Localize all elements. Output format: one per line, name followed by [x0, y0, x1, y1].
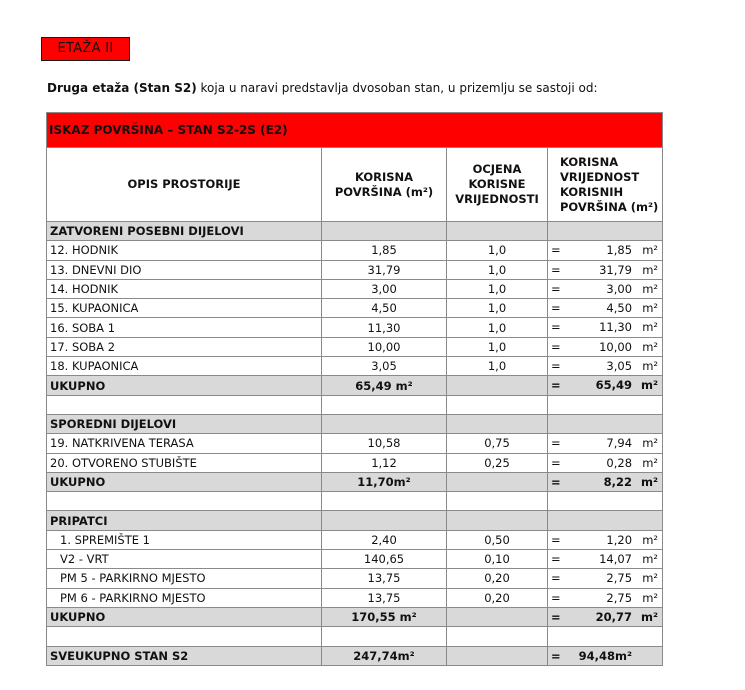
header-description: OPIS PROSTORIJE	[47, 148, 322, 222]
header-usable-area: KORISNA POVRŠINA (m²)	[322, 148, 447, 222]
room-area: 11,30	[322, 318, 447, 337]
room-area: 31,79	[322, 260, 447, 279]
table-row	[47, 357, 663, 376]
section-empty-cell	[447, 222, 548, 241]
subtotal-row	[47, 472, 663, 491]
room-coefficient: 0,10	[447, 550, 548, 569]
room-coefficient: 0,75	[447, 434, 548, 453]
subtotal-label: UKUPNO	[47, 376, 322, 395]
subtotal-area: 11,70m²	[322, 472, 447, 491]
room-area: 13,75	[322, 569, 447, 588]
value-number: 3,05	[606, 359, 633, 374]
value-cell	[548, 376, 663, 395]
equals-sign: =	[551, 320, 561, 335]
room-area: 10,00	[322, 337, 447, 356]
equals-sign: =	[551, 301, 561, 316]
value-number: 1,85	[606, 243, 633, 258]
room-coefficient: 1,0	[447, 241, 548, 260]
blank-row	[47, 492, 663, 511]
unit-label: m²	[642, 301, 659, 316]
table-row	[47, 318, 663, 337]
subtotal-empty	[447, 607, 548, 626]
room-name: 13. DNEVNI DIO	[47, 260, 322, 279]
equals-sign: =	[551, 455, 561, 470]
room-name: 17. SOBA 2	[47, 337, 322, 356]
section-empty-cell	[322, 511, 447, 530]
unit-label: m²	[642, 532, 659, 547]
unit-label: m²	[642, 281, 659, 296]
room-coefficient: 1,0	[447, 318, 548, 337]
room-area: 10,58	[322, 434, 447, 453]
value-number: 2,75	[606, 571, 633, 586]
room-coefficient: 1,0	[447, 279, 548, 298]
unit-label: m²	[642, 320, 659, 335]
room-name: V2 - VRT	[47, 550, 322, 569]
equals-sign: =	[551, 552, 561, 567]
equals-sign: =	[551, 609, 561, 624]
value-number: 10,00	[599, 339, 633, 354]
unit-label: m²	[642, 455, 659, 470]
unit-label: m²	[642, 359, 659, 374]
room-name: PM 5 - PARKIRNO MJESTO	[47, 569, 322, 588]
table-title: ISKAZ POVRŠINA – STAN S2-2S (E2)	[47, 113, 663, 148]
blank-cell	[322, 492, 447, 511]
table-row	[47, 434, 663, 453]
equals-sign: =	[551, 359, 561, 374]
value-number: 4,50	[606, 301, 633, 316]
equals-sign: =	[551, 590, 561, 605]
equals-sign: =	[551, 339, 561, 354]
table-row	[47, 299, 663, 318]
room-name: 12. HODNIK	[47, 241, 322, 260]
subtotal-label: UKUPNO	[47, 607, 322, 626]
room-coefficient: 1,0	[447, 357, 548, 376]
unit-label: m²	[642, 436, 659, 451]
subtotal-area: 170,55 m²	[322, 607, 447, 626]
section-empty-cell	[447, 414, 548, 433]
blank-cell	[322, 395, 447, 414]
section-title: ZATVORENI POSEBNI DIJELOVI	[47, 222, 322, 241]
section-header-row	[47, 222, 663, 241]
header-usable-value: KORISNA VRIJEDNOST KORISNIH POVRŠINA (m²)	[548, 148, 663, 222]
intro-bold: Druga etaža (Stan S2)	[47, 81, 197, 95]
blank-cell	[447, 395, 548, 414]
value-number: 2,75	[606, 590, 633, 605]
table-row	[47, 569, 663, 588]
value-cell	[548, 588, 663, 607]
room-area: 140,65	[322, 550, 447, 569]
blank-cell	[447, 492, 548, 511]
unit-label: m²	[642, 339, 659, 354]
table-row	[47, 530, 663, 549]
value-cell	[548, 279, 663, 298]
room-coefficient: 1,0	[447, 337, 548, 356]
table-row	[47, 588, 663, 607]
unit-label: m²	[642, 243, 659, 258]
room-area: 3,05	[322, 357, 447, 376]
section-empty-cell	[548, 222, 663, 241]
grand-total-row	[47, 646, 663, 665]
room-name: 20. OTVORENO STUBIŠTE	[47, 453, 322, 472]
room-area: 3,00	[322, 279, 447, 298]
grand-total-area: 247,74m²	[322, 646, 447, 665]
subtotal-row	[47, 376, 663, 395]
subtotal-empty	[447, 472, 548, 491]
equals-sign: =	[551, 474, 561, 489]
room-coefficient: 0,50	[447, 530, 548, 549]
value-cell	[548, 472, 663, 491]
room-name: 16. SOBA 1	[47, 318, 322, 337]
value-number: 31,79	[599, 262, 633, 277]
unit-label: m²	[640, 609, 659, 624]
section-empty-cell	[322, 414, 447, 433]
subtotal-label: UKUPNO	[47, 472, 322, 491]
room-name: 14. HODNIK	[47, 279, 322, 298]
area-table-body	[47, 113, 663, 666]
intro-text	[47, 81, 598, 95]
unit-label: m²	[642, 590, 659, 605]
unit-label: m²	[640, 474, 659, 489]
grand-total-label: SVEUKUPNO STAN S2	[47, 646, 322, 665]
equals-sign: =	[551, 436, 561, 451]
table-row	[47, 279, 663, 298]
blank-cell	[447, 627, 548, 646]
section-header-row	[47, 414, 663, 433]
table-title-row	[47, 113, 663, 148]
blank-cell	[47, 492, 322, 511]
value-cell	[548, 241, 663, 260]
blank-cell	[548, 395, 663, 414]
value-number: 8,22	[603, 474, 633, 489]
room-coefficient: 0,20	[447, 569, 548, 588]
room-area: 1,85	[322, 241, 447, 260]
room-coefficient: 1,0	[447, 299, 548, 318]
value-cell	[548, 607, 663, 626]
unit-label: m²	[642, 552, 659, 567]
intro-rest: koja u naravi predstavlja dvosoban stan, u prizemlju se sastoji od:	[196, 81, 598, 95]
section-empty-cell	[322, 222, 447, 241]
blank-cell	[47, 395, 322, 414]
value-cell	[548, 299, 663, 318]
table-row	[47, 337, 663, 356]
room-area: 13,75	[322, 588, 447, 607]
room-name: PM 6 - PARKIRNO MJESTO	[47, 588, 322, 607]
table-row	[47, 453, 663, 472]
room-area: 4,50	[322, 299, 447, 318]
subtotal-area: 65,49 m²	[322, 376, 447, 395]
unit-label: m²	[642, 571, 659, 586]
blank-row	[47, 395, 663, 414]
value-cell	[548, 569, 663, 588]
equals-sign: =	[551, 262, 561, 277]
section-title: SPOREDNI DIJELOVI	[47, 414, 322, 433]
table-header-row	[47, 148, 663, 222]
value-number: 20,77	[595, 609, 633, 624]
table-row	[47, 260, 663, 279]
value-cell	[548, 357, 663, 376]
table-row	[47, 241, 663, 260]
room-coefficient: 0,20	[447, 588, 548, 607]
value-number: 65,49	[595, 378, 633, 393]
area-table	[46, 112, 663, 666]
floor-heading: ETAŽA II	[41, 37, 130, 61]
grand-total-empty	[447, 646, 548, 665]
blank-cell	[548, 492, 663, 511]
header-coefficient: OCJENA KORISNE VRIJEDNOSTI	[447, 148, 548, 222]
section-empty-cell	[447, 511, 548, 530]
blank-cell	[47, 627, 322, 646]
room-name: 18. KUPAONICA	[47, 357, 322, 376]
value-cell	[548, 260, 663, 279]
room-coefficient: 1,0	[447, 260, 548, 279]
room-name: 15. KUPAONICA	[47, 299, 322, 318]
value-cell	[548, 453, 663, 472]
blank-row	[47, 627, 663, 646]
subtotal-row	[47, 607, 663, 626]
value-cell	[548, 434, 663, 453]
equals-sign: =	[551, 281, 561, 296]
value-cell	[548, 550, 663, 569]
value-number: 11,30	[599, 320, 633, 335]
grand-total-value: 94,48m²	[578, 648, 633, 663]
value-cell	[548, 337, 663, 356]
room-area: 1,12	[322, 453, 447, 472]
value-number: 3,00	[606, 281, 633, 296]
equals-sign: =	[551, 648, 561, 663]
unit-label: m²	[640, 378, 659, 393]
value-number: 1,20	[606, 532, 633, 547]
value-number: 14,07	[599, 552, 633, 567]
value-number: 0,28	[606, 455, 633, 470]
table-row	[47, 550, 663, 569]
section-empty-cell	[548, 414, 663, 433]
subtotal-empty	[447, 376, 548, 395]
room-name: 1. SPREMIŠTE 1	[47, 530, 322, 549]
grand-total-value-cell	[548, 646, 663, 665]
section-empty-cell	[548, 511, 663, 530]
value-number: 7,94	[606, 436, 633, 451]
value-cell	[548, 530, 663, 549]
unit-label: m²	[642, 262, 659, 277]
equals-sign: =	[551, 243, 561, 258]
blank-cell	[548, 627, 663, 646]
value-cell	[548, 318, 663, 337]
equals-sign: =	[551, 532, 561, 547]
room-area: 2,40	[322, 530, 447, 549]
room-name: 19. NATKRIVENA TERASA	[47, 434, 322, 453]
equals-sign: =	[551, 378, 561, 393]
blank-cell	[322, 627, 447, 646]
section-title: PRIPATCI	[47, 511, 322, 530]
equals-sign: =	[551, 571, 561, 586]
room-coefficient: 0,25	[447, 453, 548, 472]
section-header-row	[47, 511, 663, 530]
